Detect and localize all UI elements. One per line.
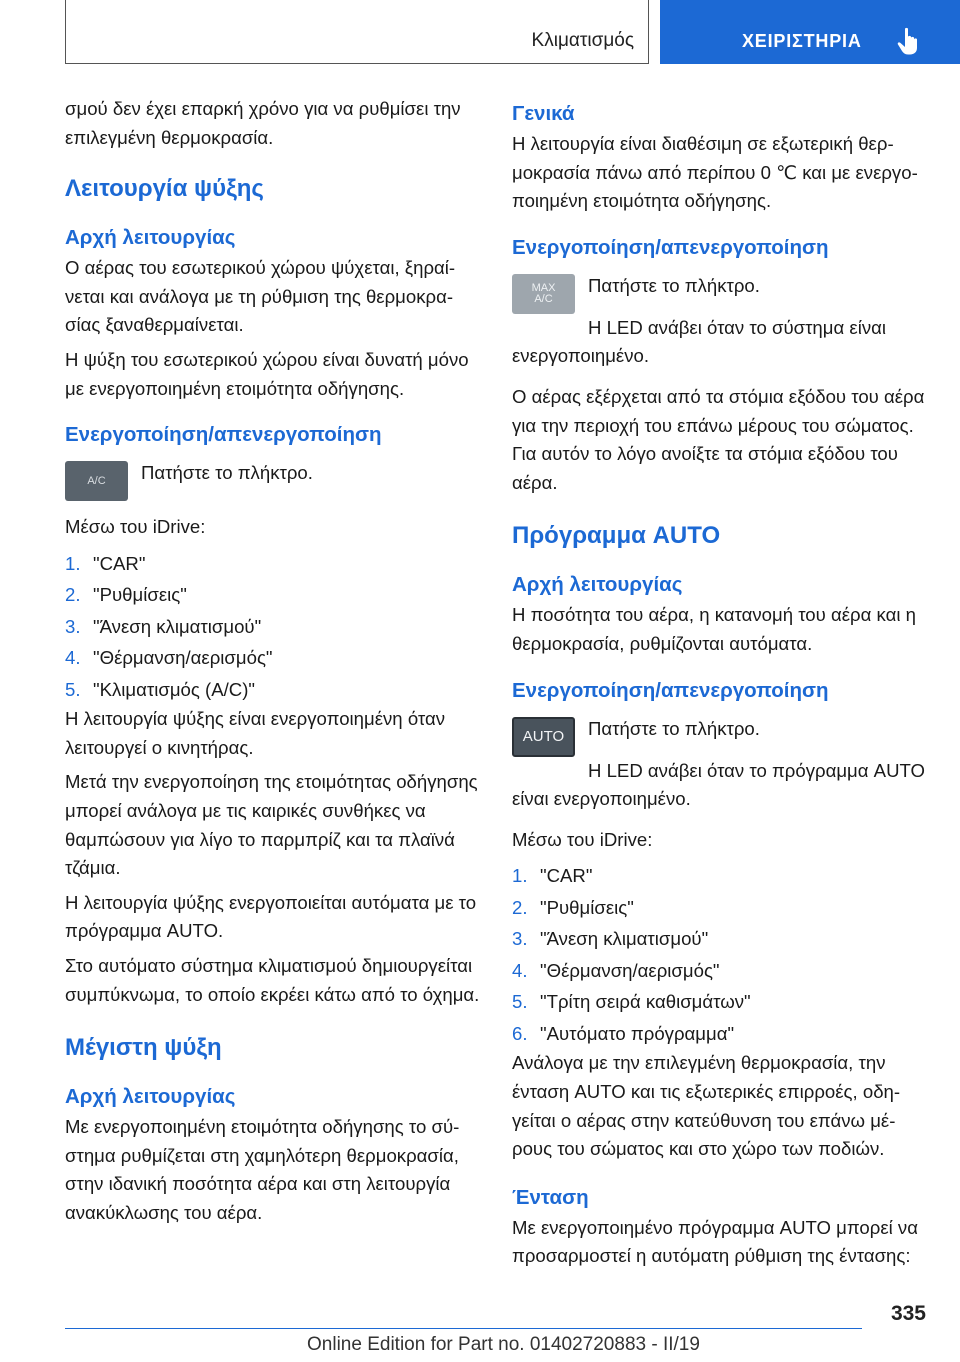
max-ac-button-row <box>512 272 927 314</box>
auto-principle-title: Αρχή λειτουργίας <box>512 573 683 597</box>
cooling-principle-p2: Η ψύξη του εσωτερικού χώρου είναι δυνατή μόνο με ενεργοποιημένη ετοιμότητα οδήγησης. <box>65 348 469 399</box>
max-cooling-principle-title: Αρχή λειτουργίας <box>65 1085 236 1109</box>
max-ac-activation-title: Ενεργοποίηση/απενεργοποίηση <box>512 235 829 259</box>
cooling-condensate-paragraph: Στο αυτόματο σύστημα κλιματισμού δημιουργείται συμπύκνωμα, το οποίο εκρέει κάτω από το όχημα. <box>65 955 480 1005</box>
cooling-auto-paragraph: Η λειτουργία ψύξης ενεργοποιείται αυτόματα με το πρόγραμμα AUTO. <box>65 891 477 942</box>
max-ac-button-line1: MAX <box>531 281 556 294</box>
intensity-title: Ένταση <box>512 1185 589 1209</box>
footer-divider <box>65 1328 862 1329</box>
general-title: Γενικά <box>512 102 575 125</box>
hand-pointer-icon <box>896 26 924 56</box>
left-column <box>65 95 480 1228</box>
page-number: 335 <box>890 1302 926 1325</box>
list-item: 1. "CAR" <box>512 865 593 887</box>
ac-press-button-text: Πατήστε το πλήκτρο. <box>141 462 313 484</box>
auto-distribution-paragraph: Ανάλογα με την επιλεγμένη θερμοκρασία, την ένταση AUTO και τις εξωτερικές επιρροές, οδηγείται ο αέρας στην κατεύθυνση του επάνω μέρους του σώματος και στο χώρο των ποδιών. <box>512 1052 901 1160</box>
max-ac-button-icon <box>512 274 575 314</box>
list-item: 6. "Αυτόματο πρόγραμμα" <box>512 1022 735 1044</box>
ac-button-label: A/C <box>87 475 106 488</box>
auto-via-idrive: Μέσω του iDrive: <box>512 828 653 850</box>
max-cooling-principle-paragraph: Με ενεργοποιημένη ετοιμότητα οδήγησης το σύστημα ρυθμίζεται στη χαμηλότερη θερμοκρασία, στην ιδανική ποσότητα αέρα και στη λειτουργία ανακύκλωσης του αέρα. <box>65 1116 460 1223</box>
cooling-principle-title: Αρχή λειτουργίας <box>65 226 236 250</box>
list-item: 4. "Θέρμανση/αερισμός" <box>512 959 720 981</box>
list-item: 2. "Ρυθμίσεις" <box>65 584 187 606</box>
intro-paragraph: σμού δεν έχει επαρκή χρόνο για να ρυθμίσει την επιλεγμένη θερμοκρασία. <box>65 98 461 148</box>
auto-led-text: Η LED ανάβει όταν το πρόγραμμα AUTO είναι ενεργοποιημένο. <box>512 759 925 810</box>
cooling-principle-p1: Ο αέρας του εσωτερικού χώρου ψύχεται, ξηραίνεται και ανάλογα με τη ρύθμιση της θερμοκρασίας ξαναθερμαίνεται. <box>65 257 456 336</box>
right-column <box>512 95 927 1271</box>
max-ac-press-button-text: Πατήστε το πλήκτρο. <box>588 274 760 296</box>
auto-program-title: Πρόγραμμα AUTO <box>512 522 721 550</box>
auto-steps-list <box>512 860 927 1049</box>
ac-button-row <box>65 459 480 501</box>
tab-controls[interactable] <box>660 0 960 64</box>
list-item: 2. "Ρυθμίσεις" <box>512 896 634 918</box>
list-item: 5. "Τρίτη σειρά καθισμάτων" <box>512 991 751 1013</box>
list-item: 3. "Άνεση κλιματισμού" <box>65 615 262 637</box>
header-section-box <box>65 0 649 64</box>
intensity-paragraph: Με ενεργοποιημένο πρόγραμμα AUTO μπορεί να προσαρμοστεί η αυτόματη ρύθμιση της έντασης: <box>512 1216 918 1267</box>
list-item: 5. "Κλιματισμός (A/C)" <box>65 678 256 700</box>
general-paragraph: Η λειτουργία είναι διαθέσιμη σε εξωτερική θερμοκρασία πάνω από περίπου 0 ℃ και με ενεργοποιημένη ετοιμότητα οδήγησης. <box>512 133 918 212</box>
max-cooling-title: Μέγιστη ψύξη <box>65 1034 222 1062</box>
auto-press-button-text: Πατήστε το πλήκτρο. <box>588 717 760 739</box>
list-item: 3. "Άνεση κλιματισμού" <box>512 928 709 950</box>
max-ac-led-text: Η LED ανάβει όταν το σύστημα είναι ενεργοποιημένο. <box>512 316 886 367</box>
auto-principle-paragraph: Η ποσότητα του αέρα, η κατανομή του αέρα και η θερμοκρασία, ρυθμίζονται αυτόματα. <box>512 604 916 654</box>
footer-edition-text: Online Edition for Part no. 01402720883 - II/19 <box>307 1334 700 1355</box>
max-ac-air-paragraph: Ο αέρας εξέρχεται από τα στόμια εξόδου του αέρα για την περιοχή του επάνω μέρους του σώματος. Για αυτόν το λόγο ανοίξτε τα στόμια εξόδου του αέρα. <box>512 385 925 493</box>
cooling-fog-paragraph: Μετά την ενεργοποίηση της ετοιμότητας οδήγησης μπορεί ανάλογα με τις καιρικές συνθήκες να θαμπώσουν για λίγο το παρμπρίζ και τα πλαϊνά τζάμια. <box>65 771 478 879</box>
cooling-title: Λειτουργία ψύξης <box>65 175 264 203</box>
ac-button-icon <box>65 461 128 501</box>
max-ac-button-line2: A/C <box>534 292 553 305</box>
list-item: 4. "Θέρμανση/αερισμός" <box>65 647 273 669</box>
cooling-engine-paragraph: Η λειτουργία ψύξης είναι ενεργοποιημένη όταν λειτουργεί ο κινητήρας. <box>65 708 446 758</box>
auto-button-label: AUTO <box>522 728 565 746</box>
auto-activation-title: Ενεργοποίηση/απενεργοποίηση <box>512 678 829 702</box>
tab-controls-label: ΧΕΙΡΙΣΤΗΡΙΑ <box>742 31 862 51</box>
auto-button-row <box>512 715 927 757</box>
cooling-activation-title: Ενεργοποίηση/απενεργοποίηση <box>65 423 382 447</box>
section-title: Κλιματισμός <box>531 30 634 51</box>
list-item: 1. "CAR" <box>65 552 146 574</box>
auto-button-icon <box>512 717 575 757</box>
cooling-via-idrive: Μέσω του iDrive: <box>65 516 206 538</box>
cooling-steps-list <box>65 548 480 706</box>
